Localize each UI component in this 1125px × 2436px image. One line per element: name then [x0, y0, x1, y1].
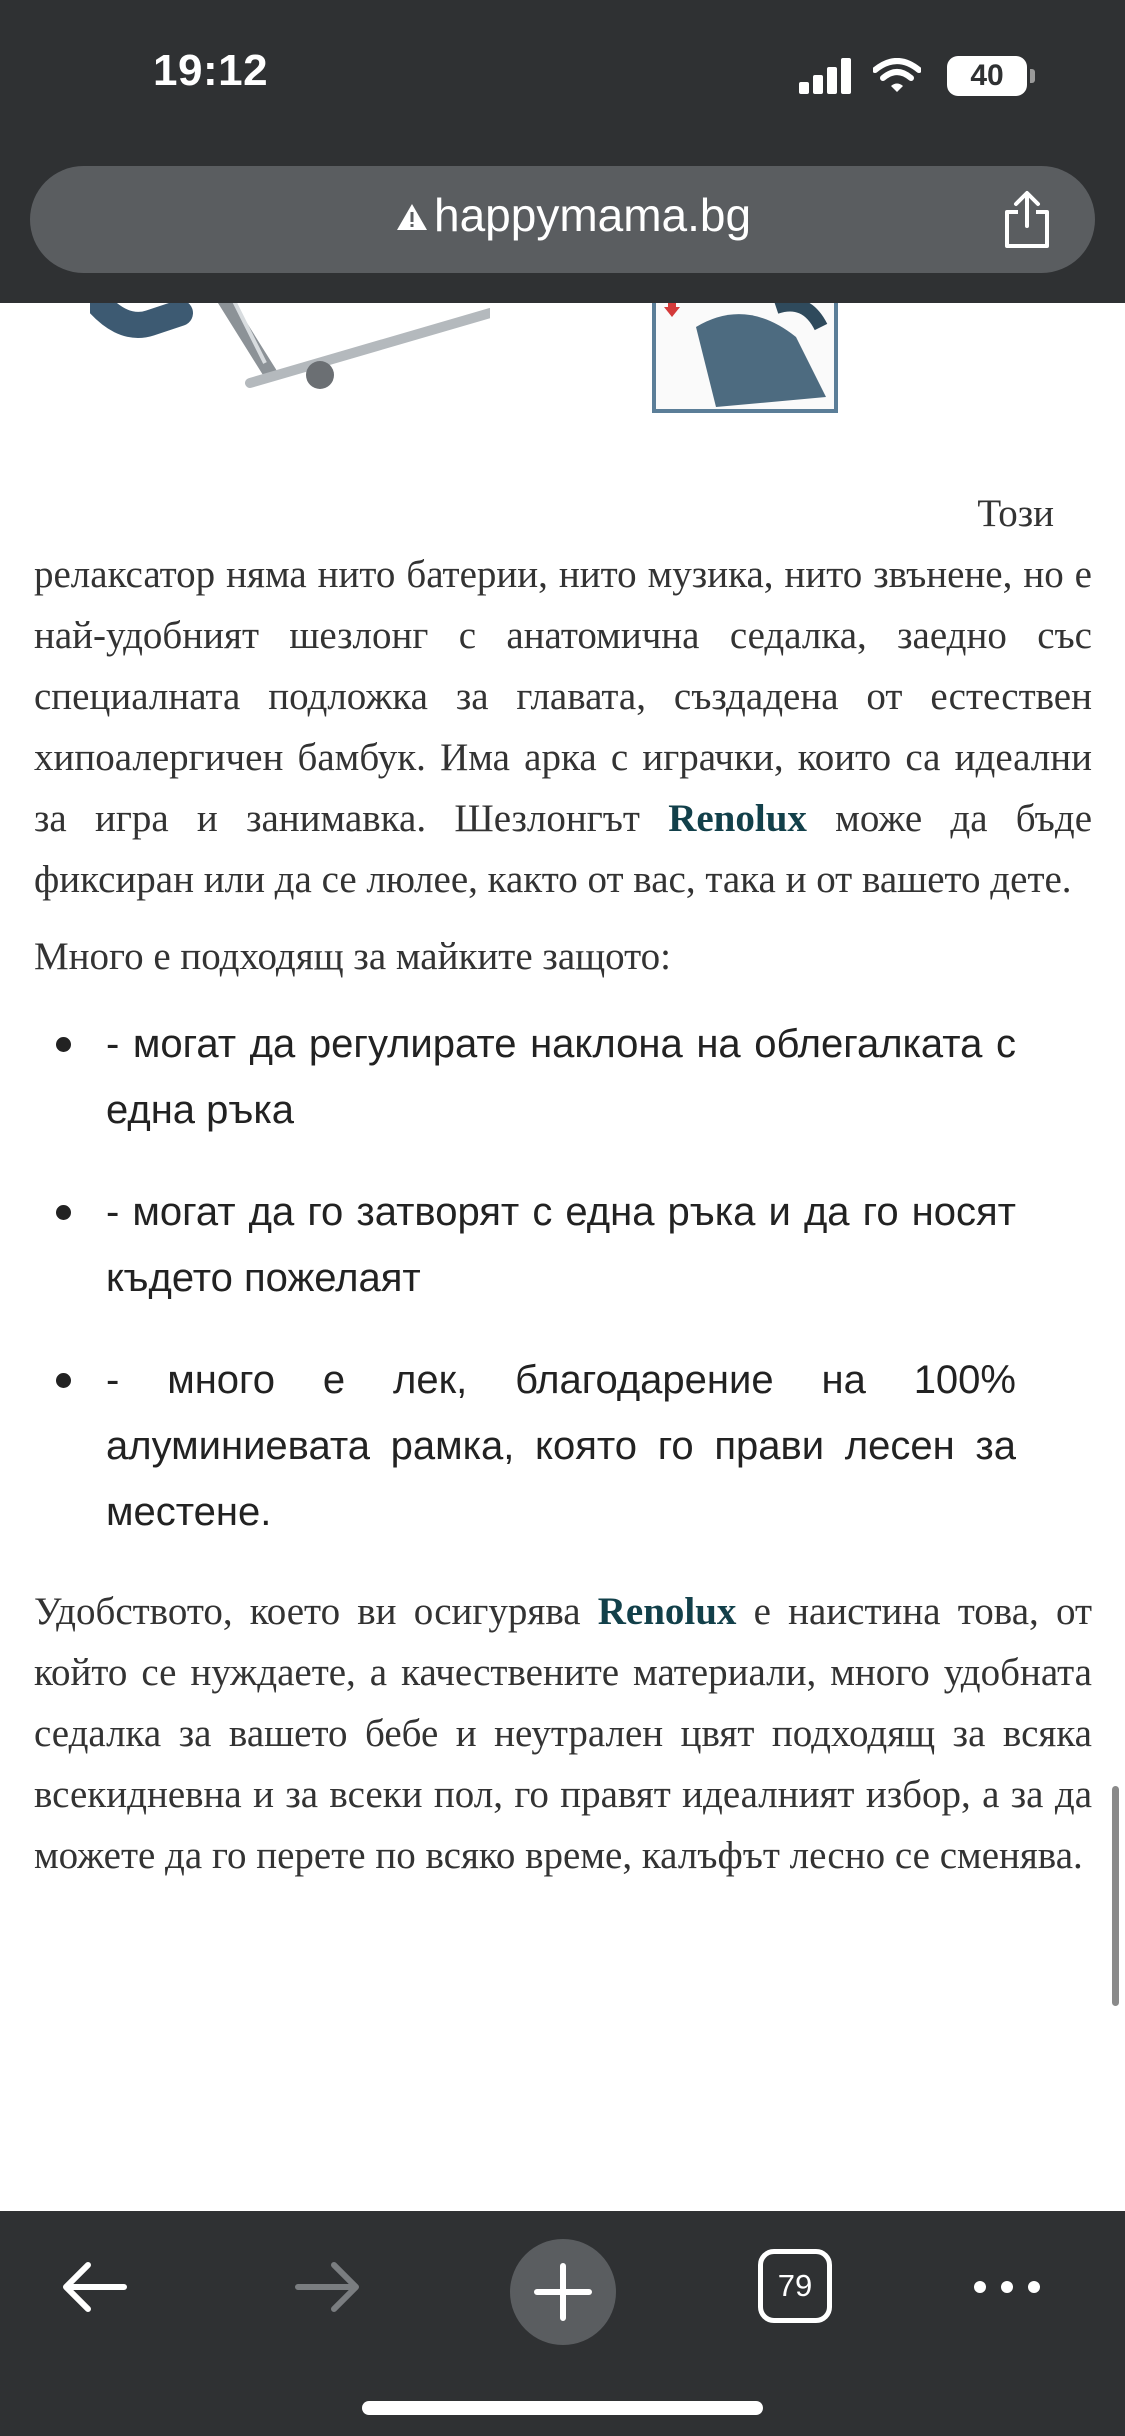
- status-time: 19:12: [153, 46, 269, 95]
- forward-arrow-icon[interactable]: [292, 2247, 364, 2327]
- share-icon[interactable]: [1001, 190, 1053, 250]
- browser-toolbar: [0, 2211, 1125, 2436]
- back-arrow-icon[interactable]: [58, 2247, 130, 2327]
- brand-name: Renolux: [597, 1590, 737, 1633]
- article-text: [34, 483, 1092, 1886]
- url-text: happymama.bg: [434, 189, 752, 241]
- more-icon[interactable]: [970, 2247, 1044, 2327]
- battery-icon: 40: [947, 56, 1027, 96]
- article-paragraph: Удобството, което ви осигурява Renolux е наистина това, от който се нуждаете, а качествените материали, много удобната седалка за вашето бебе и неутрален цвят подходящ за всяка всекидневна и за всеки пол, го правят идеалният избор, а за да можете да го перете по всяко време, калъфът лесно се сменява.: [34, 1590, 1092, 1877]
- feature-list: [34, 1011, 1016, 1545]
- plus-icon: [510, 2239, 616, 2345]
- article-paragraph: релаксатор няма нито батерии, нито музика, нито звънене, но е най-удобният шезлонг с анатомична седалка, заедно със специалната подложка за главата, създадена от естествен хипоалергичен бамбук. Има арка с играчки, които са идеални за игра и занимавка. Шезлонгът Renolux може да бъде фиксиран или да се люлее, както от вас, така и от вашето дете.: [34, 553, 1093, 901]
- product-thumbnail: [652, 303, 838, 413]
- address-bar[interactable]: [30, 166, 1095, 273]
- brand-name: Renolux: [668, 797, 807, 840]
- list-item: - могат да регулирате наклона на облегалката с една ръка: [34, 1011, 1016, 1143]
- list-item: - могат да го затворят с една ръка и да го носят където пожелаят: [34, 1179, 1016, 1311]
- wifi-icon: [873, 58, 921, 94]
- product-image: [90, 303, 490, 408]
- new-tab-button[interactable]: [510, 2239, 616, 2345]
- list-intro: Много е подходящ за майките защото:: [34, 935, 672, 978]
- warning-icon: [396, 202, 428, 232]
- signal-icon: [799, 58, 853, 94]
- tabs-button[interactable]: 79: [758, 2249, 832, 2323]
- list-item: - много е лек, благодарение на 100% алуминиевата рамка, която го прави лесен за местене.: [34, 1347, 1016, 1545]
- scrollbar[interactable]: [1112, 1786, 1119, 2006]
- page-content: [0, 303, 1125, 2211]
- lead-word: Този: [977, 492, 1054, 535]
- browser-top-bar: [0, 0, 1125, 303]
- home-indicator: [362, 2401, 763, 2415]
